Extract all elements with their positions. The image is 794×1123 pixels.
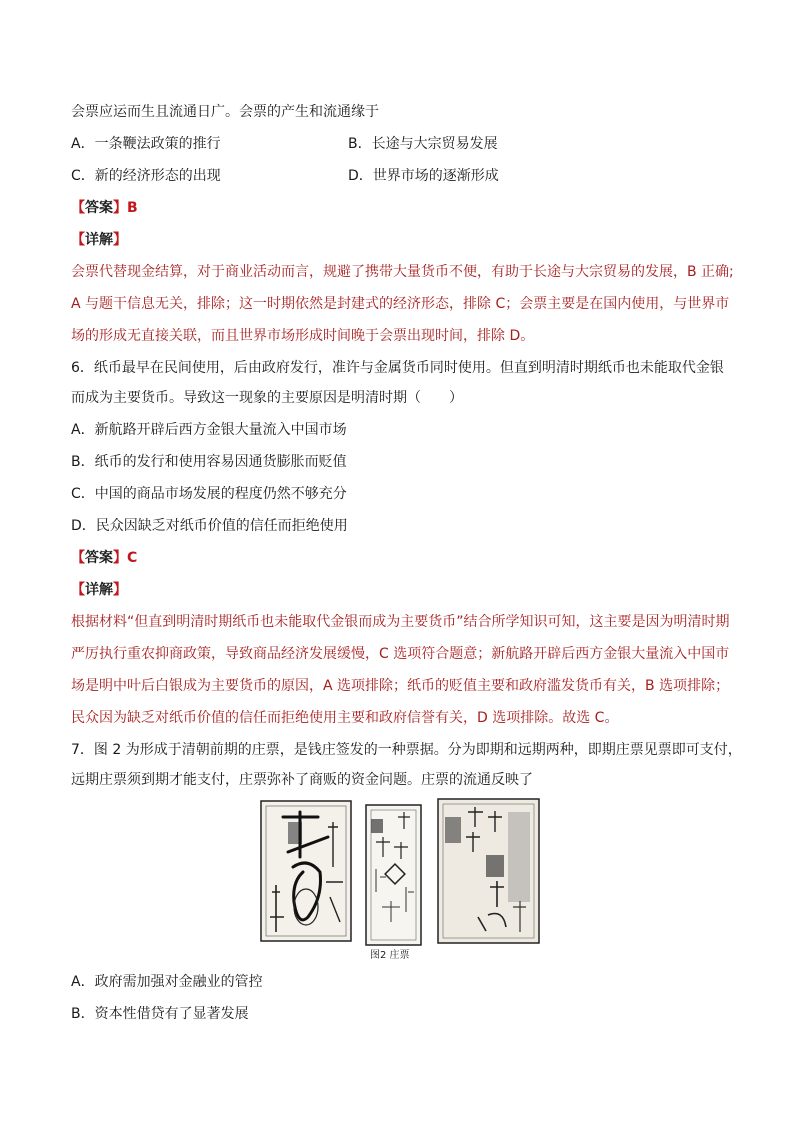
- zhuangpiao-figure: [258, 797, 542, 961]
- q5-option-a: A．一条鞭法政策的推行: [71, 136, 221, 152]
- q5-detail-line: A 与题干信息无关，排除；这一时期依然是封建式的经济形态，排除 C；会票主要是在国内使用，与世界市: [71, 296, 730, 312]
- q6-detail-line: 场是明中叶后白银成为主要货币的原因，A 选项排除；纸币的贬值主要和政府滥发货币有关，B 选项排除；: [71, 678, 730, 694]
- q6-option-a: A．新航路开辟后西方金银大量流入中国市场: [71, 422, 347, 438]
- q6-option-d: D．民众因缺乏对纸币价值的信任而拒绝使用: [71, 518, 348, 534]
- q6-detail-line: 严厉执行重农抑商政策，导致商品经济发展缓慢，C 选项符合题意；新航路开辟后西方金银大量流入中国市: [71, 646, 730, 662]
- banknote-1: [261, 801, 351, 941]
- q5-answer: 【答案】B: [71, 200, 138, 216]
- q6-detail-line: 根据材料“但直到明清时期纸币也未能取代金银而成为主要货币”结合所学知识可知，这主要是因为明清时期: [71, 614, 730, 630]
- banknote-2: [366, 805, 421, 945]
- figure-caption: 图2 庄票: [370, 950, 410, 961]
- q7-stem-line: 远期庄票须到期才能支付，庄票弥补了商贩的资金问题。庄票的流通反映了: [71, 772, 533, 788]
- q6-detail-heading: 【详解】: [71, 582, 127, 598]
- q6-option-b: B．纸币的发行和使用容易因通货膨胀而贬值: [71, 454, 347, 470]
- q5-option-d: D．世界市场的逐渐形成: [348, 168, 499, 184]
- q5-option-c: C．新的经济形态的出现: [71, 168, 221, 184]
- q6-stem-line: 而成为主要货币。导致这一现象的主要原因是明清时期（ ）: [71, 390, 463, 406]
- answer-label: 答案: [85, 200, 113, 216]
- q6-option-c: C．中国的商品市场发展的程度仍然不够充分: [71, 486, 347, 502]
- answer-label: 答案: [85, 550, 113, 566]
- q5-option-b: B．长途与大宗贸易发展: [348, 136, 498, 152]
- zhuangpiao-illustration: [258, 797, 542, 961]
- q6-detail-line: 民众因为缺乏对纸币价值的信任而拒绝使用主要和政府信誉有关，D 选项排除。故选 C。: [71, 710, 619, 726]
- q5-stem: 会票应运而生且流通日广。会票的产生和流通缘于: [71, 104, 379, 120]
- banknote-3: [438, 799, 539, 943]
- q6-stem-line: 6．纸币最早在民间使用，后由政府发行，准许与金属货币同时使用。但直到明清时期纸币也未能取代金银: [71, 360, 724, 376]
- q7-option-b: B．资本性借贷有了显著发展: [71, 1006, 249, 1022]
- answer-value: C: [127, 550, 138, 566]
- q5-detail-heading: 【详解】: [71, 232, 127, 248]
- answer-value: B: [127, 200, 138, 216]
- q7-option-a: A．政府需加强对金融业的管控: [71, 974, 263, 990]
- detail-label: 详解: [85, 582, 113, 598]
- q6-answer: 【答案】C: [71, 550, 138, 566]
- detail-label: 详解: [85, 232, 113, 248]
- q5-detail-line: 会票代替现金结算，对于商业活动而言，规避了携带大量货币不便，有助于长途与大宗贸易的发展，B 正确;: [71, 264, 734, 280]
- q7-stem-line: 7．图 2 为形成于清朝前期的庄票，是钱庄签发的一种票据。分为即期和远期两种，即期庄票见票即可支付，: [71, 742, 742, 758]
- q5-detail-line: 场的形成无直接关联，而且世界市场形成时间晚于会票出现时间，排除 D。: [71, 328, 535, 344]
